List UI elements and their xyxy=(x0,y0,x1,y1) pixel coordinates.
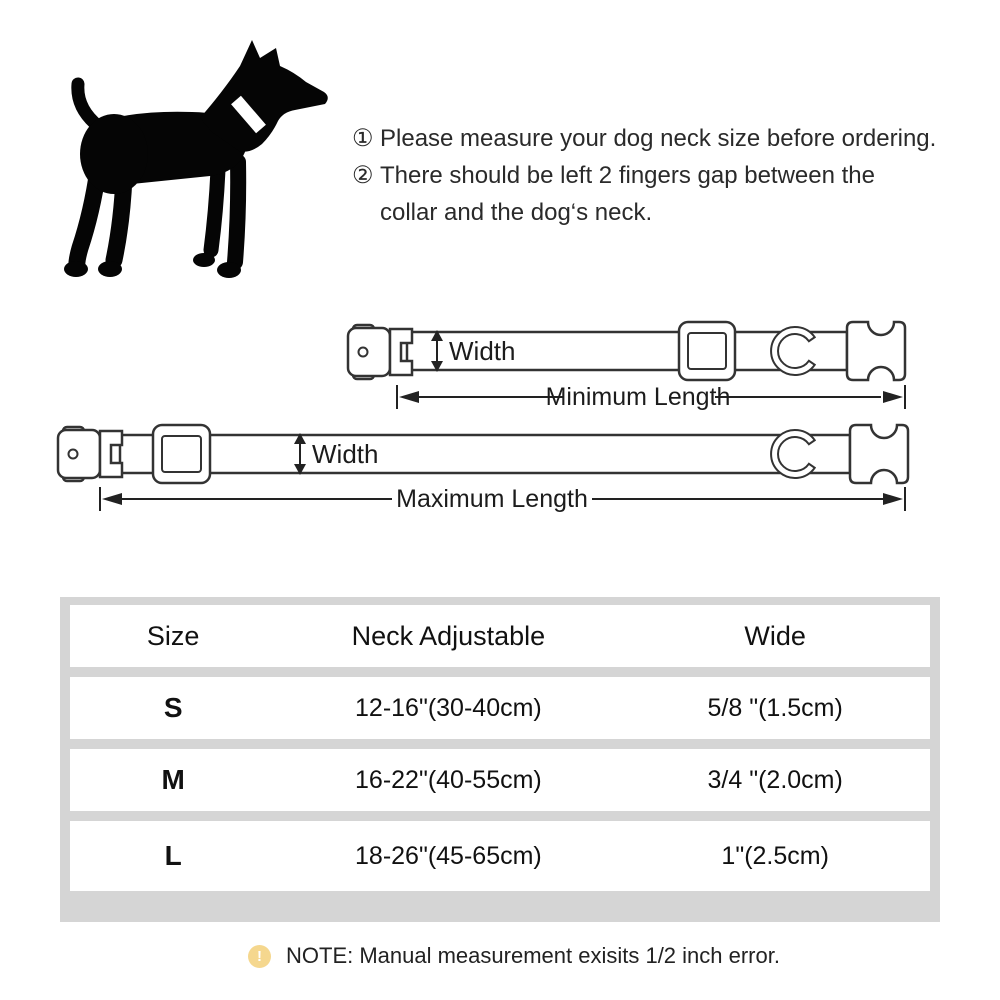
wide-value: 1"(2.5cm) xyxy=(721,841,829,870)
exclamation-icon: ! xyxy=(248,945,271,968)
instruction-line: Please measure your dog neck size before ordering. xyxy=(380,125,937,152)
circled-number-2: ② xyxy=(352,162,374,189)
width-label: Width xyxy=(312,439,379,469)
neck-value: 12-16"(30-40cm) xyxy=(355,693,542,722)
note-text: NOTE: Manual measurement exisits 1/2 inch error. xyxy=(286,943,780,968)
collar-diagram-minimum xyxy=(335,298,950,416)
table-row xyxy=(70,749,930,811)
size-value: S xyxy=(163,692,183,723)
tri-glide-slider xyxy=(679,322,735,380)
header-wide: Wide xyxy=(744,620,806,651)
dog-silhouette-icon xyxy=(52,22,342,287)
buckle-female-end xyxy=(58,427,122,481)
table-row xyxy=(70,821,930,891)
size-value: M xyxy=(161,764,185,795)
size-table xyxy=(60,597,940,922)
minimum-length-label: Minimum Length xyxy=(545,383,731,411)
header-neck-adjustable: Neck Adjustable xyxy=(351,620,546,651)
wide-value: 5/8 "(1.5cm) xyxy=(707,693,843,722)
buckle-male-end xyxy=(850,425,908,483)
collar-diagram-maximum xyxy=(20,410,920,518)
tri-glide-slider xyxy=(153,425,210,483)
note xyxy=(248,943,780,969)
neck-value: 16-22"(40-55cm) xyxy=(355,765,542,794)
buckle-female-end xyxy=(348,325,412,379)
instruction-item xyxy=(352,157,952,231)
size-value: L xyxy=(164,840,182,871)
width-label: Width xyxy=(449,336,516,366)
neck-value: 18-26"(45-65cm) xyxy=(355,841,542,870)
table-row xyxy=(70,677,930,739)
header-size: Size xyxy=(146,620,200,651)
collar-strap xyxy=(120,435,850,473)
maximum-length-label: Maximum Length xyxy=(396,485,588,513)
circled-number-1: ① xyxy=(352,125,374,152)
instruction-item xyxy=(352,120,952,157)
table-header-row xyxy=(70,605,930,667)
instruction-line: There should be left 2 fingers gap between the xyxy=(380,162,875,189)
wide-value: 3/4 "(2.0cm) xyxy=(707,765,843,794)
instructions xyxy=(352,120,952,231)
buckle-male-end xyxy=(847,322,905,380)
instruction-line: collar and the dog‘s neck. xyxy=(380,199,653,226)
